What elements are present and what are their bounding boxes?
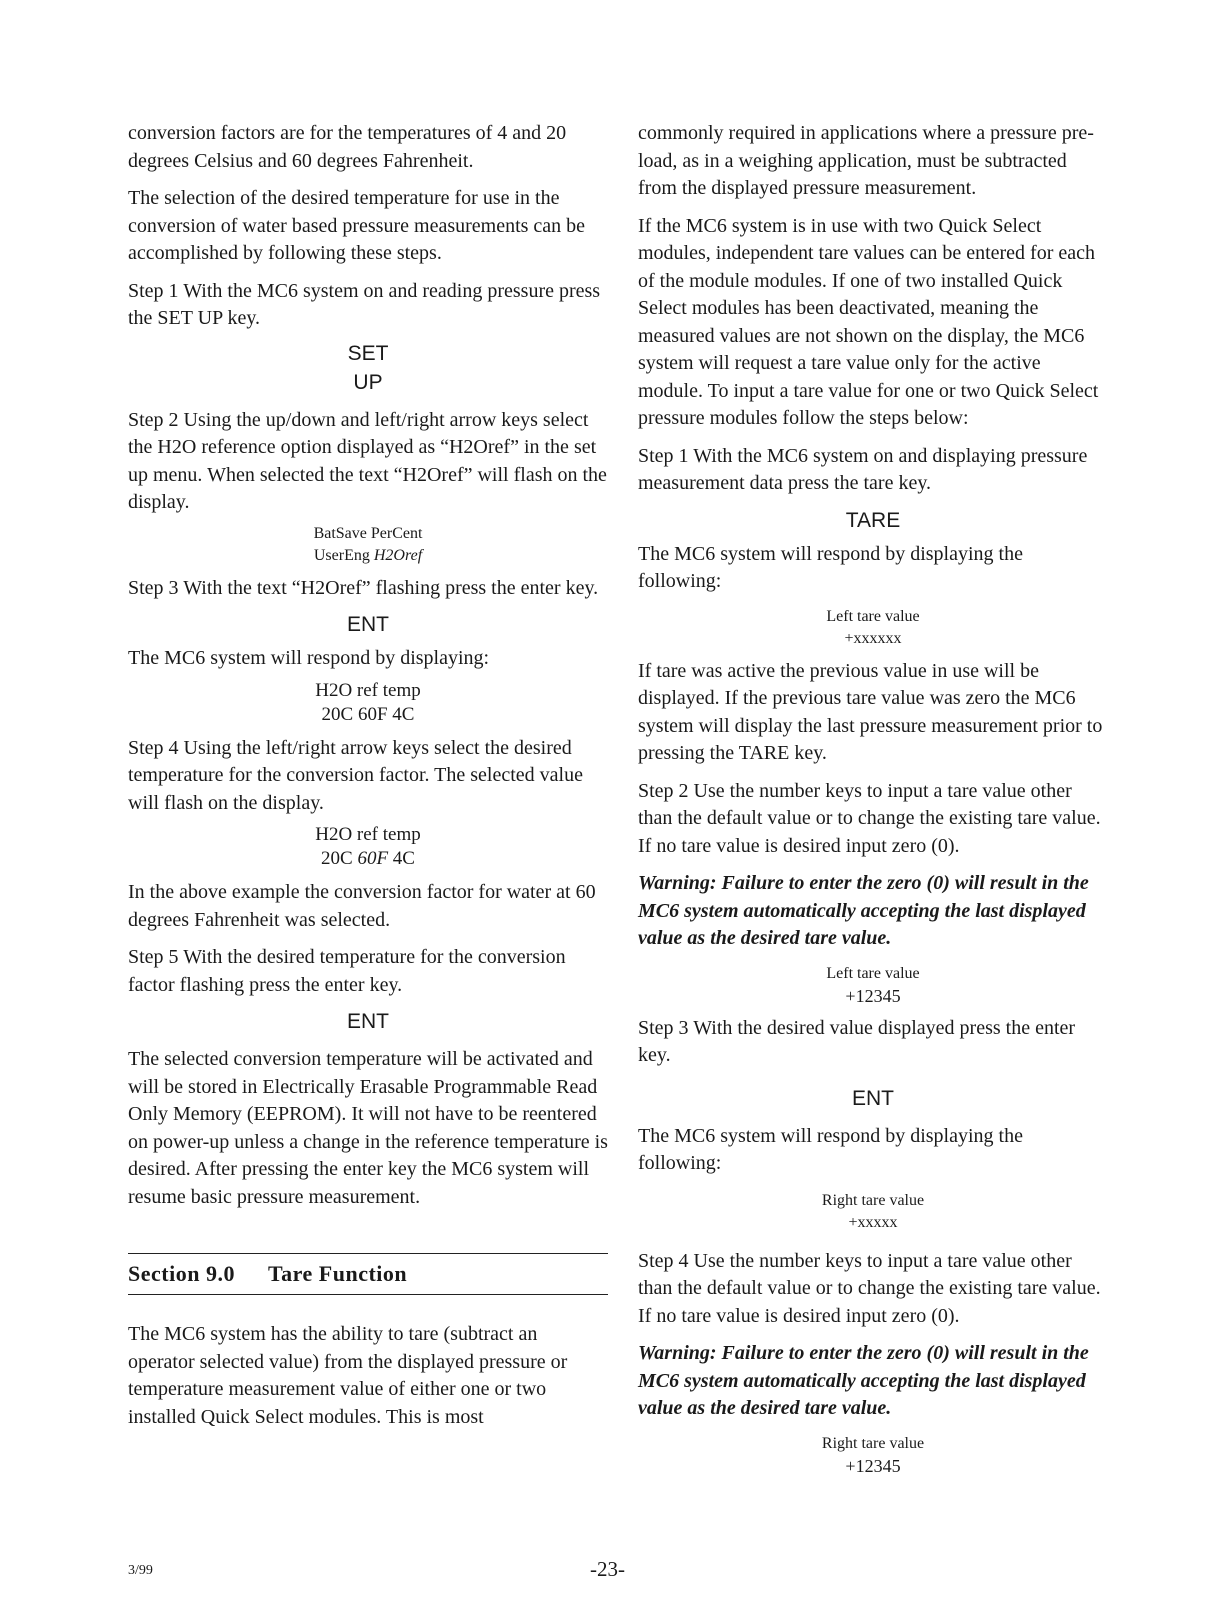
display-line: H2O ref temp [315,824,421,845]
display-line: +xxxxx [848,1213,898,1231]
up-key-label: UP [353,370,383,394]
warning-text [638,870,1108,953]
ent-key-label: ENT [852,1086,894,1110]
display-line [128,847,608,871]
warning-body: Failure to enter the zero (0) will result in the MC6 system automatically accepting the last displayed value as the desired tare value. [638,872,1089,949]
ent-key-label: ENT [347,613,389,636]
tare-key-label: TARE [845,508,901,532]
display-line: +12345 [845,985,901,1006]
paragraph: The selection of the desired temperature for use in the conversion of water based pressure measurements can be accomplished by following these steps. [128,187,586,264]
step-1: Step 1 With the MC6 system on and displaying pressure measurement data press the tare key. [638,444,1088,494]
paragraph: The MC6 system will respond by displaying the following: [638,542,1023,592]
step-3: Step 3 With the desired value displayed press the enter key. [638,1016,1076,1066]
display-readout [638,1433,1108,1477]
paragraph: The MC6 system has the ability to tare (subtract an operator selected value) from the displayed pressure or temperature measurement value of either one or two installed Quick Select modules. This is most [128,1323,568,1428]
paragraph: conversion factors are for the temperatures of 4 and 20 degrees Celsius and 60 degrees Fahrenheit. [128,122,567,172]
warning-label: Warning: [638,1342,717,1364]
display-line [128,545,608,567]
paragraph: In the above example the conversion factor for water at 60 degrees Fahrenheit was selected. [128,881,596,931]
warning-label: Warning: [638,872,717,894]
display-line: +12345 [845,1455,901,1476]
display-line: 20C 60F 4C [321,703,415,725]
display-text: 20C [321,848,358,869]
display-line: +xxxxxx [844,629,902,647]
left-column [128,120,608,1431]
paragraph: The MC6 system will respond by displaying: [128,647,490,669]
paragraph: commonly required in applications where a pressure pre-load, as in a weighing application, must be subtracted from the displayed pressure measurement. [638,122,1094,199]
step-3: Step 3 With the text “H2Oref” flashing press the enter key. [128,576,599,599]
display-readout [128,823,608,871]
display-line: Right tare value [821,1434,925,1452]
section-heading [128,1254,608,1294]
step-2: Step 2 Using the up/down and left/right arrow keys select the H2O reference option displayed as “H2Oref” in the set up menu. When selected the text “H2Oref” will flash on the display. [128,408,607,513]
step-4: Step 4 Using the left/right arrow keys select the desired temperature for the conversion factor. The selected value will flash on the display. [128,736,583,814]
right-column [638,120,1108,1485]
display-readout [128,679,608,727]
paragraph: If tare was active the previous value in use will be displayed. If the previous tare value was zero the MC6 system will display the last pressure measurement prior to pressing the TARE key. [638,659,1103,764]
warning-body: Failure to enter the zero (0) will result in the MC6 system automatically accepting the last displayed value as the desired tare value. [638,1342,1089,1419]
display-text: 4C [388,848,415,869]
display-line: Left tare value [826,964,920,982]
display-line: BatSave PerCent [313,524,423,542]
page-number: -23- [590,1557,625,1581]
step-2: Step 2 Use the number keys to input a tare value other than the default value or to change the existing tare value. If no tare value is desired input zero (0). [638,779,1101,857]
step-5: Step 5 With the desired temperature for the conversion factor flashing press the enter key. [128,946,566,996]
display-readout [638,1190,1108,1234]
paragraph: The MC6 system will respond by displaying the following: [638,1124,1023,1174]
footer-date: 3/99 [128,1563,153,1578]
paragraph: The selected conversion temperature will be activated and will be stored in Electrically Erasable Programmable Read Only Memory (EEPROM). It will not have to be reentered on power-up unless a change in the reference temperature is desired. After pressing the enter key the MC6 system will resume basic pressure measurement. [128,1048,608,1208]
paragraph: If the MC6 system is in use with two Quick Select modules, independent tare values can be entered for each of the module modules. If one of two installed Quick Select modules has been deactivated, meaning the measured values are not shown on the display, the MC6 system will request a tare value only for the active module. To input a tare value for one or two Quick Select pressure modules follow the steps below: [638,214,1099,429]
display-line: Left tare value [826,607,920,625]
divider [128,1294,608,1295]
step-1: Step 1 With the MC6 system on and reading pressure press the SET UP key. [128,279,601,329]
section-number: Section 9.0 [128,1261,235,1286]
display-readout [128,523,608,567]
ent-key-label: ENT [347,1010,389,1033]
display-readout [638,963,1108,1007]
display-line: Right tare value [821,1191,925,1209]
warning-text [638,1340,1108,1423]
flashing-option: 60F [357,848,389,869]
flashing-option: H2Oref [373,546,423,564]
display-text: UserEng [313,546,374,564]
display-line: H2O ref temp [315,679,421,701]
display-readout [638,606,1108,650]
set-key-label: SET [347,341,389,365]
section-title: Tare Function [268,1261,408,1286]
step-4: Step 4 Use the number keys to input a tare value other than the default value or to change the existing tare value. If no tare value is desired input zero (0). [638,1249,1101,1327]
